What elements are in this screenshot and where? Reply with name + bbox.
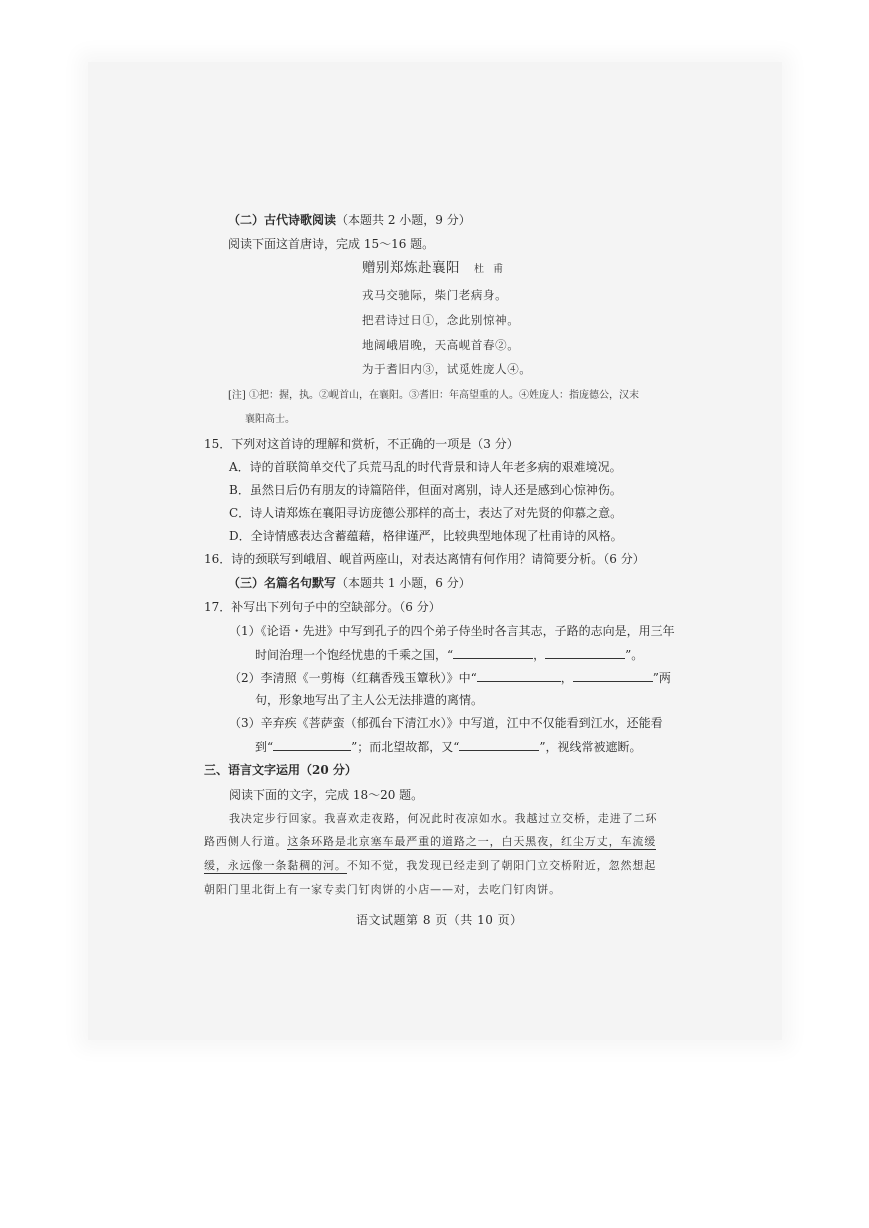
passage-underlined-sentence-b: 缓，永远像一条黏稠的河。 [204,859,347,872]
item1-text-b: ， [533,648,546,662]
passage-line-3 [204,858,656,874]
section2-instruction: 阅读下面这首唐诗，完成 15～16 题。 [228,237,435,251]
section2-heading: （二）古代诗歌阅读 [228,213,337,227]
item2-text-a: （2）李清照《一剪梅（红藕香残玉簟秋）》中“ [229,671,477,685]
answer-blank-3b[interactable] [459,738,539,751]
poem-line-3: 地阔峨眉晚，天高岘首春②。 [362,338,520,352]
item3-text-c: ”，视线常被遮断。 [539,740,642,754]
question-17-stem: 17．补写出下列句子中的空缺部分。（6 分） [204,600,441,614]
answer-blank-3a[interactable] [273,738,351,751]
part3-heading: 三、语言文字运用（20 分） [204,763,357,777]
question-17-item-2-line-1 [229,669,671,686]
question-17-item-3-line-2 [255,738,642,755]
poem-line-2: 把君诗过日①，念此别惊神。 [362,313,520,327]
passage-line-3-text: 不知不觉，我发现已经走到了朝阳门立交桥附近，忽然想起 [346,859,657,872]
section3-heading: （三）名篇名句默写 [228,576,337,590]
poem-line-1: 戎马交驰际，柴门老病身。 [362,288,508,302]
item1-text-a: 时间治理一个饱经忧患的千乘之国，“ [255,648,454,662]
question-16-stem: 16．诗的颈联写到峨眉、岘首两座山，对表达离情有何作用？请简要分析。（6 分） [204,552,645,566]
item3-text-a: 到“ [255,740,274,754]
question-15-stem: 15．下列对这首诗的理解和赏析，不正确的一项是（3 分） [204,437,519,451]
passage-underlined-sentence-a: 这条环路是北京塞车最严重的道路之一，白天黑夜，红尘万丈，车流缓 [287,835,657,848]
question-17-item-3-line-1: （3）辛弃疾《菩萨蛮（郁孤台下清江水）》中写道，江中不仅能看到江水，还能看 [229,716,663,730]
question-17-item-1-line-2 [255,646,643,663]
poem-line-4: 为于耆旧内③，试觅姓庞人④。 [362,362,532,376]
item3-text-b: ”；而北望故都，又“ [351,740,460,754]
passage-line-2-text: 路西侧人行道。 [204,835,288,848]
passage-line-2 [204,834,656,850]
answer-blank-1b[interactable] [545,646,625,659]
answer-blank-1a[interactable] [453,646,533,659]
part3-instruction: 阅读下面的文字，完成 18～20 题。 [229,788,424,802]
question-17-item-1-line-1: （1）《论语・先进》中写到孔子的四个弟子侍坐时各言其志，子路的志向是，用三年 [229,624,675,638]
section2-heading-row [228,212,471,228]
answer-blank-2b[interactable] [573,669,653,682]
poem-note-line-2: 襄阳高士。 [245,414,295,425]
question-17-item-2-line-2: 句，形象地写出了主人公无法排遣的离情。 [255,693,484,707]
section2-heading-note: （本题共 2 小题，9 分） [336,213,471,227]
question-15-option-d: D．全诗情感表达含蓄蕴藉，格律谨严，比较典型地体现了杜甫诗的风格。 [229,529,623,543]
answer-blank-2a[interactable] [477,669,561,682]
poem-title-row [362,260,506,278]
poem-note-line-1: [注] ①把：握，执。②岘首山，在襄阳。③耆旧：年高望重的人。④姓庞人：指庞德公，汉末 [228,390,639,401]
question-15-option-b: B．虽然日后仍有朋友的诗篇陪伴，但面对离别，诗人还是感到心惊神伤。 [229,483,622,497]
item2-text-b: ， [560,671,573,685]
section3-heading-note: （本题共 1 小题，6 分） [336,576,471,590]
passage-line-4: 朝阳门里北街上有一家专卖门钉肉饼的小店——对，去吃门钉肉饼。 [204,883,561,896]
poem-author: 杜 甫 [474,264,507,275]
question-15-option-c: C．诗人请郑炼在襄阳寻访庞德公那样的高士，表达了对先贤的仰慕之意。 [229,506,623,520]
poem-title: 赠别郑炼赴襄阳 [362,260,460,276]
item2-text-c: ”两 [652,671,671,685]
question-15-option-a: A．诗的首联简单交代了兵荒马乱的时代背景和诗人年老多病的艰难境况。 [229,460,622,474]
item1-text-c: ”。 [625,648,644,662]
passage-line-1: 我决定步行回家。我喜欢走夜路，何况此时夜凉如水。我越过立交桥，走进了二环 [229,812,658,825]
page-footer: 语文试题第 8 页（共 10 页） [356,913,523,927]
section3-heading-row [228,575,471,591]
